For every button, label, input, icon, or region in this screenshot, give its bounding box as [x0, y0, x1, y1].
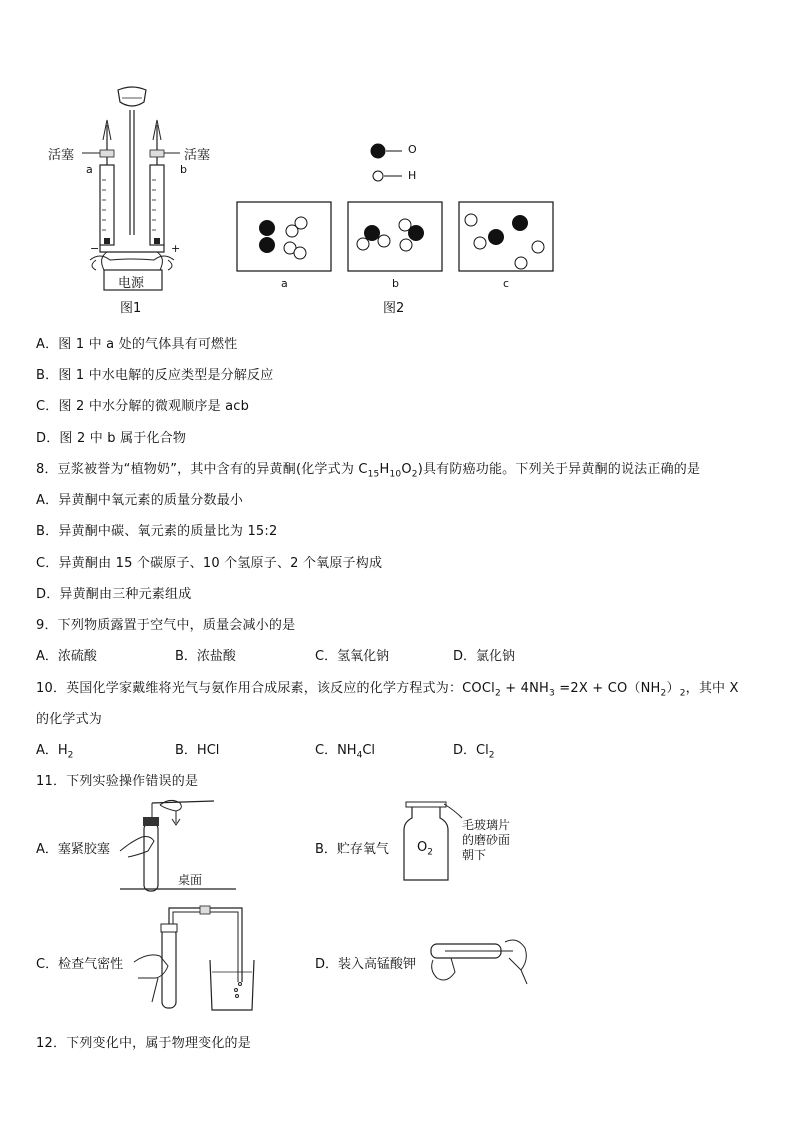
legend-hydrogen-label: H [408, 169, 417, 182]
q9-option-a: A．浓硫酸 [36, 649, 97, 664]
legend-oxygen-label: O [408, 143, 417, 156]
q8-option-c: C．异黄酮由 15 个碳原子、10 个氢原子、2 个氧原子构成 [36, 556, 383, 571]
q8-option-a: A．异黄酮中氧元素的质量分数最小 [36, 493, 244, 508]
loading-permanganate-drawing [425, 930, 535, 990]
q11-option-d-figure [425, 930, 535, 990]
power-supply-label: 电源 [118, 276, 145, 291]
oxygen-bottle-label: $O_2$ [417, 840, 433, 858]
left-stopcock-label: 活塞 [48, 148, 75, 163]
q10-stem-line2: 的化学式为 [36, 712, 103, 727]
q7-option-c: C．图 2 中水分解的微观顺序是 acb [36, 399, 250, 414]
negative-terminal-label: − [90, 242, 100, 255]
right-stopcock-label: 活塞 [184, 148, 211, 163]
q10-option-d: D．$Cl_2$ [453, 743, 495, 761]
q11-option-b-figure [400, 798, 530, 888]
figure-1-caption: 图1 [120, 301, 142, 316]
q11-option-b-label: B．贮存氧气 [315, 842, 389, 857]
box-b-label: b [392, 277, 399, 290]
figure-1-electrolysis [40, 80, 240, 320]
q9-option-c: C．氢氧化钠 [315, 649, 390, 664]
positive-terminal-label: + [171, 242, 181, 255]
desk-surface-label: 桌面 [178, 873, 203, 887]
q11-stem: 11．下列实验操作错误的是 [36, 774, 199, 789]
q8-option-b: B．异黄酮中碳、氧元素的质量比为 15:2 [36, 524, 278, 539]
q10-option-c: C．$NH_4Cl$ [315, 743, 376, 761]
q7-option-a: A．图 1 中 a 处的气体具有可燃性 [36, 337, 238, 352]
q11-option-c-label: C．检查气密性 [36, 957, 124, 972]
q11-option-a-figure [118, 795, 238, 895]
q7-option-b: B．图 1 中水电解的反应类型是分解反应 [36, 368, 274, 383]
q8-option-d: D．异黄酮由三种元素组成 [36, 587, 192, 602]
q9-stem: 9．下列物质露置于空气中，质量会减小的是 [36, 618, 296, 633]
box-c-label: c [503, 277, 510, 290]
figure-2-caption: 图2 [383, 301, 405, 316]
airtightness-check-drawing [128, 902, 258, 1012]
q9-option-b: B．浓盐酸 [175, 649, 236, 664]
figure-2-molecules [230, 135, 560, 315]
tube-a-label: a [86, 163, 93, 176]
q10-option-a: A．$H_2$ [36, 743, 74, 761]
box-a-label: a [281, 277, 288, 290]
frosted-glass-note: 毛玻璃片 的磨砂面 朝下 [462, 818, 511, 862]
q11-option-c-figure [128, 902, 258, 1012]
q10-stem: 10．英国化学家戴维将光气与氨作用合成尿素，该反应的化学方程式为：COCl$_2$ + $4NH_3 =2X + CO(NH_2)_2$，其中 X [36, 681, 739, 699]
tube-b-label: b [180, 163, 187, 176]
q11-option-d-label: D．装入高锰酸钾 [315, 957, 417, 972]
q12-stem: 12．下列变化中，属于物理变化的是 [36, 1036, 251, 1051]
q7-option-d: D．图 2 中 b 属于化合物 [36, 431, 187, 446]
q8-stem: 8．豆浆被誉为“植物奶”，其中含有的异黄酮(化学式为 $C_{15}H_{10}O_2$)具有防癌功能。下列关于异黄酮的说法正确的是 [36, 462, 701, 480]
q9-option-d: D．氯化钠 [453, 649, 516, 664]
q10-option-b: B．HCl [175, 743, 220, 758]
q11-option-a-label: A．塞紧胶塞 [36, 842, 110, 857]
